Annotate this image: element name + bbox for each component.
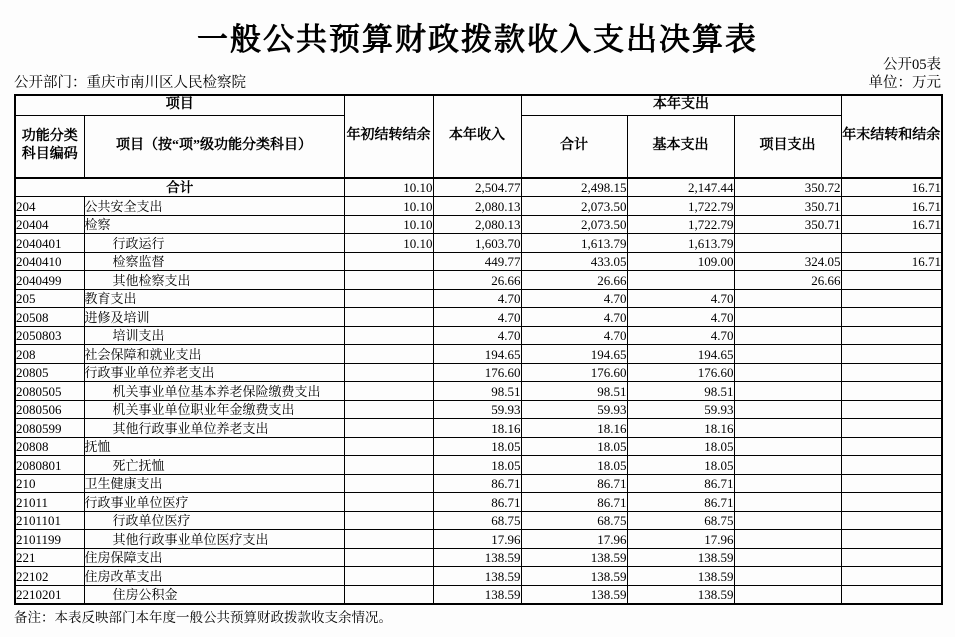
row-value — [627, 271, 734, 290]
row-value — [841, 437, 942, 456]
row-value: 18.05 — [433, 437, 521, 456]
row-code: 2101101 — [15, 511, 84, 530]
table-row — [15, 345, 942, 364]
row-value — [841, 456, 942, 475]
table-row — [15, 400, 942, 419]
row-value: 4.70 — [433, 289, 521, 308]
row-value — [734, 530, 841, 549]
row-label: 住房保障支出 — [84, 548, 344, 567]
row-value — [841, 326, 942, 345]
table-row — [15, 252, 942, 271]
row-label: 机关事业单位基本养老保险缴费支出 — [84, 382, 344, 401]
meta-row — [14, 71, 941, 92]
row-value: 433.05 — [521, 252, 627, 271]
row-code: 22102 — [15, 567, 84, 586]
row-code: 210 — [15, 474, 84, 493]
row-value — [344, 437, 433, 456]
row-value: 2,073.50 — [521, 215, 627, 234]
row-value: 2,080.13 — [433, 197, 521, 216]
row-value — [841, 548, 942, 567]
row-value — [841, 271, 942, 290]
department-label: 公开部门：重庆市南川区人民检察院 — [14, 75, 246, 91]
row-value — [734, 419, 841, 438]
row-value: 26.66 — [433, 271, 521, 290]
row-value — [841, 585, 942, 604]
row-value: 86.71 — [433, 474, 521, 493]
row-value — [734, 308, 841, 327]
row-value: 18.16 — [521, 419, 627, 438]
row-value: 86.71 — [433, 493, 521, 512]
table-row — [15, 271, 942, 290]
row-value: 4.70 — [521, 289, 627, 308]
header-project-expense: 项目支出 — [734, 115, 841, 178]
table-row — [15, 548, 942, 567]
row-value: 1,603.70 — [433, 234, 521, 253]
table-row — [15, 456, 942, 475]
row-value: 138.59 — [627, 585, 734, 604]
row-value — [734, 345, 841, 364]
row-value — [734, 511, 841, 530]
header-begin-balance: 年初结转结余 — [344, 95, 433, 178]
table-row — [15, 289, 942, 308]
row-value — [344, 548, 433, 567]
row-value: 1,613.79 — [521, 234, 627, 253]
row-value — [344, 419, 433, 438]
row-code: 2080801 — [15, 456, 84, 475]
row-label: 其他行政事业单位医疗支出 — [84, 530, 344, 549]
row-label: 住房改革支出 — [84, 567, 344, 586]
table-row — [15, 363, 942, 382]
row-value: 138.59 — [433, 548, 521, 567]
row-code: 208 — [15, 345, 84, 364]
row-label: 行政事业单位养老支出 — [84, 363, 344, 382]
row-label: 死亡抚恤 — [84, 456, 344, 475]
header-row-1 — [15, 95, 942, 115]
header-basic-expense: 基本支出 — [627, 115, 734, 178]
row-value: 176.60 — [627, 363, 734, 382]
row-value: 16.71 — [841, 215, 942, 234]
row-value — [841, 567, 942, 586]
header-expense-total: 合计 — [521, 115, 627, 178]
table-row — [15, 234, 942, 253]
budget-table — [14, 94, 943, 605]
row-value: 18.05 — [521, 456, 627, 475]
row-code: 2040410 — [15, 252, 84, 271]
row-value — [841, 530, 942, 549]
row-code: 20808 — [15, 437, 84, 456]
row-value: 18.05 — [627, 456, 734, 475]
row-value — [344, 271, 433, 290]
row-value — [344, 456, 433, 475]
row-value — [734, 382, 841, 401]
row-value — [344, 308, 433, 327]
row-value — [841, 474, 942, 493]
row-value — [344, 530, 433, 549]
header-code: 功能分类科目编码 — [15, 115, 84, 178]
row-value: 4.70 — [521, 308, 627, 327]
page-title: 一般公共预算财政拨款收入支出决算表 — [197, 22, 758, 57]
row-value: 16.71 — [841, 197, 942, 216]
row-value: 2,498.15 — [521, 178, 627, 197]
table-row — [15, 382, 942, 401]
row-value — [344, 382, 433, 401]
row-value: 10.10 — [344, 178, 433, 197]
row-code: 2080599 — [15, 419, 84, 438]
row-value: 4.70 — [433, 326, 521, 345]
row-code: 2080506 — [15, 400, 84, 419]
row-value — [734, 493, 841, 512]
row-value: 350.71 — [734, 197, 841, 216]
row-value: 176.60 — [433, 363, 521, 382]
row-value: 138.59 — [521, 567, 627, 586]
row-value: 1,613.79 — [627, 234, 734, 253]
row-label: 住房公积金 — [84, 585, 344, 604]
table-body — [15, 178, 942, 605]
note-text: 备注：本表反映部门本年度一般公共预算财政拨款收支余情况。 — [14, 610, 392, 625]
row-value: 350.71 — [734, 215, 841, 234]
row-value — [734, 234, 841, 253]
row-value: 68.75 — [433, 511, 521, 530]
row-label: 进修及培训 — [84, 308, 344, 327]
row-value: 68.75 — [521, 511, 627, 530]
row-value — [734, 289, 841, 308]
row-value: 68.75 — [627, 511, 734, 530]
row-value — [734, 326, 841, 345]
row-value: 17.96 — [433, 530, 521, 549]
row-value: 86.71 — [521, 474, 627, 493]
row-value — [841, 493, 942, 512]
row-value: 194.65 — [521, 345, 627, 364]
row-value: 4.70 — [433, 308, 521, 327]
row-label: 培训支出 — [84, 326, 344, 345]
row-label: 其他检察支出 — [84, 271, 344, 290]
row-value — [344, 345, 433, 364]
row-value: 16.71 — [841, 178, 942, 197]
row-code: 2040401 — [15, 234, 84, 253]
row-value: 98.51 — [627, 382, 734, 401]
row-value — [344, 567, 433, 586]
row-value: 26.66 — [734, 271, 841, 290]
row-value — [734, 585, 841, 604]
table-row — [15, 511, 942, 530]
row-value — [841, 511, 942, 530]
row-value — [734, 456, 841, 475]
row-value: 18.05 — [433, 456, 521, 475]
table-row — [15, 326, 942, 345]
row-value: 194.65 — [433, 345, 521, 364]
table-row — [15, 308, 942, 327]
row-value — [344, 326, 433, 345]
row-label: 卫生健康支出 — [84, 474, 344, 493]
row-value: 98.51 — [433, 382, 521, 401]
row-value: 138.59 — [433, 585, 521, 604]
row-value — [841, 345, 942, 364]
row-value: 194.65 — [627, 345, 734, 364]
row-label: 行政单位医疗 — [84, 511, 344, 530]
row-value: 1,722.79 — [627, 215, 734, 234]
row-value: 18.16 — [627, 419, 734, 438]
row-value — [344, 511, 433, 530]
row-value: 138.59 — [627, 548, 734, 567]
row-value — [344, 289, 433, 308]
row-value: 18.05 — [627, 437, 734, 456]
row-value: 17.96 — [521, 530, 627, 549]
row-value: 18.16 — [433, 419, 521, 438]
table-row — [15, 585, 942, 604]
table-row — [15, 197, 942, 216]
row-value: 10.10 — [344, 215, 433, 234]
row-value — [841, 382, 942, 401]
row-value: 350.72 — [734, 178, 841, 197]
row-value: 10.10 — [344, 234, 433, 253]
row-value: 86.71 — [521, 493, 627, 512]
row-value: 2,147.44 — [627, 178, 734, 197]
row-value: 138.59 — [627, 567, 734, 586]
row-code: 2101199 — [15, 530, 84, 549]
row-value: 176.60 — [521, 363, 627, 382]
row-value: 86.71 — [627, 493, 734, 512]
row-label: 社会保障和就业支出 — [84, 345, 344, 364]
row-code: 2040499 — [15, 271, 84, 290]
row-value — [841, 289, 942, 308]
row-value: 138.59 — [521, 585, 627, 604]
row-code: 2210201 — [15, 585, 84, 604]
row-code: 205 — [15, 289, 84, 308]
table-row — [15, 474, 942, 493]
table-row — [15, 530, 942, 549]
row-value — [734, 437, 841, 456]
row-value: 2,080.13 — [433, 215, 521, 234]
row-value: 10.10 — [344, 197, 433, 216]
row-label: 合计 — [15, 178, 344, 197]
header-income: 本年收入 — [433, 95, 521, 178]
row-value: 2,504.77 — [433, 178, 521, 197]
row-code: 2050803 — [15, 326, 84, 345]
header-project-group: 项目 — [15, 95, 344, 115]
header-end-balance: 年末结转和结余 — [841, 95, 942, 178]
row-code: 20404 — [15, 215, 84, 234]
table-row — [15, 493, 942, 512]
unit-label: 单位：万元 — [868, 75, 941, 91]
row-value — [841, 308, 942, 327]
row-label: 检察监督 — [84, 252, 344, 271]
row-value: 138.59 — [433, 567, 521, 586]
row-label: 检察 — [84, 215, 344, 234]
row-value — [734, 400, 841, 419]
row-code: 21011 — [15, 493, 84, 512]
row-value: 98.51 — [521, 382, 627, 401]
row-value: 449.77 — [433, 252, 521, 271]
row-value — [841, 419, 942, 438]
row-label: 抚恤 — [84, 437, 344, 456]
row-value: 4.70 — [627, 289, 734, 308]
row-value — [841, 363, 942, 382]
row-label: 机关事业单位职业年金缴费支出 — [84, 400, 344, 419]
row-code: 2080505 — [15, 382, 84, 401]
row-code: 221 — [15, 548, 84, 567]
row-value — [841, 400, 942, 419]
row-value: 17.96 — [627, 530, 734, 549]
row-value — [344, 585, 433, 604]
row-value: 324.05 — [734, 252, 841, 271]
row-label: 行政事业单位医疗 — [84, 493, 344, 512]
row-value — [734, 474, 841, 493]
table-row — [15, 437, 942, 456]
table-header — [15, 95, 942, 178]
row-value: 59.93 — [627, 400, 734, 419]
row-value: 59.93 — [521, 400, 627, 419]
row-value: 1,722.79 — [627, 197, 734, 216]
header-expense-group: 本年支出 — [521, 95, 841, 115]
row-value — [344, 252, 433, 271]
row-value — [344, 363, 433, 382]
row-value — [841, 234, 942, 253]
table-row — [15, 567, 942, 586]
row-code: 20805 — [15, 363, 84, 382]
table-row — [15, 419, 942, 438]
row-label: 教育支出 — [84, 289, 344, 308]
row-value: 59.93 — [433, 400, 521, 419]
row-value — [734, 363, 841, 382]
row-value: 18.05 — [521, 437, 627, 456]
row-label: 其他行政事业单位养老支出 — [84, 419, 344, 438]
row-value: 16.71 — [841, 252, 942, 271]
row-value: 4.70 — [627, 308, 734, 327]
row-label: 公共安全支出 — [84, 197, 344, 216]
row-value — [344, 400, 433, 419]
row-label: 行政运行 — [84, 234, 344, 253]
row-value: 86.71 — [627, 474, 734, 493]
row-value — [734, 567, 841, 586]
row-value: 2,073.50 — [521, 197, 627, 216]
row-value — [344, 493, 433, 512]
row-value: 4.70 — [627, 326, 734, 345]
table-row — [15, 215, 942, 234]
row-code: 204 — [15, 197, 84, 216]
row-value: 26.66 — [521, 271, 627, 290]
row-value: 4.70 — [521, 326, 627, 345]
total-row — [15, 178, 942, 197]
row-value: 138.59 — [521, 548, 627, 567]
header-project: 项目（按“项”级功能分类科目） — [84, 115, 344, 178]
row-value — [734, 548, 841, 567]
row-value: 109.00 — [627, 252, 734, 271]
row-code: 20508 — [15, 308, 84, 327]
table-code: 公开05表 — [883, 57, 941, 73]
row-value — [344, 474, 433, 493]
